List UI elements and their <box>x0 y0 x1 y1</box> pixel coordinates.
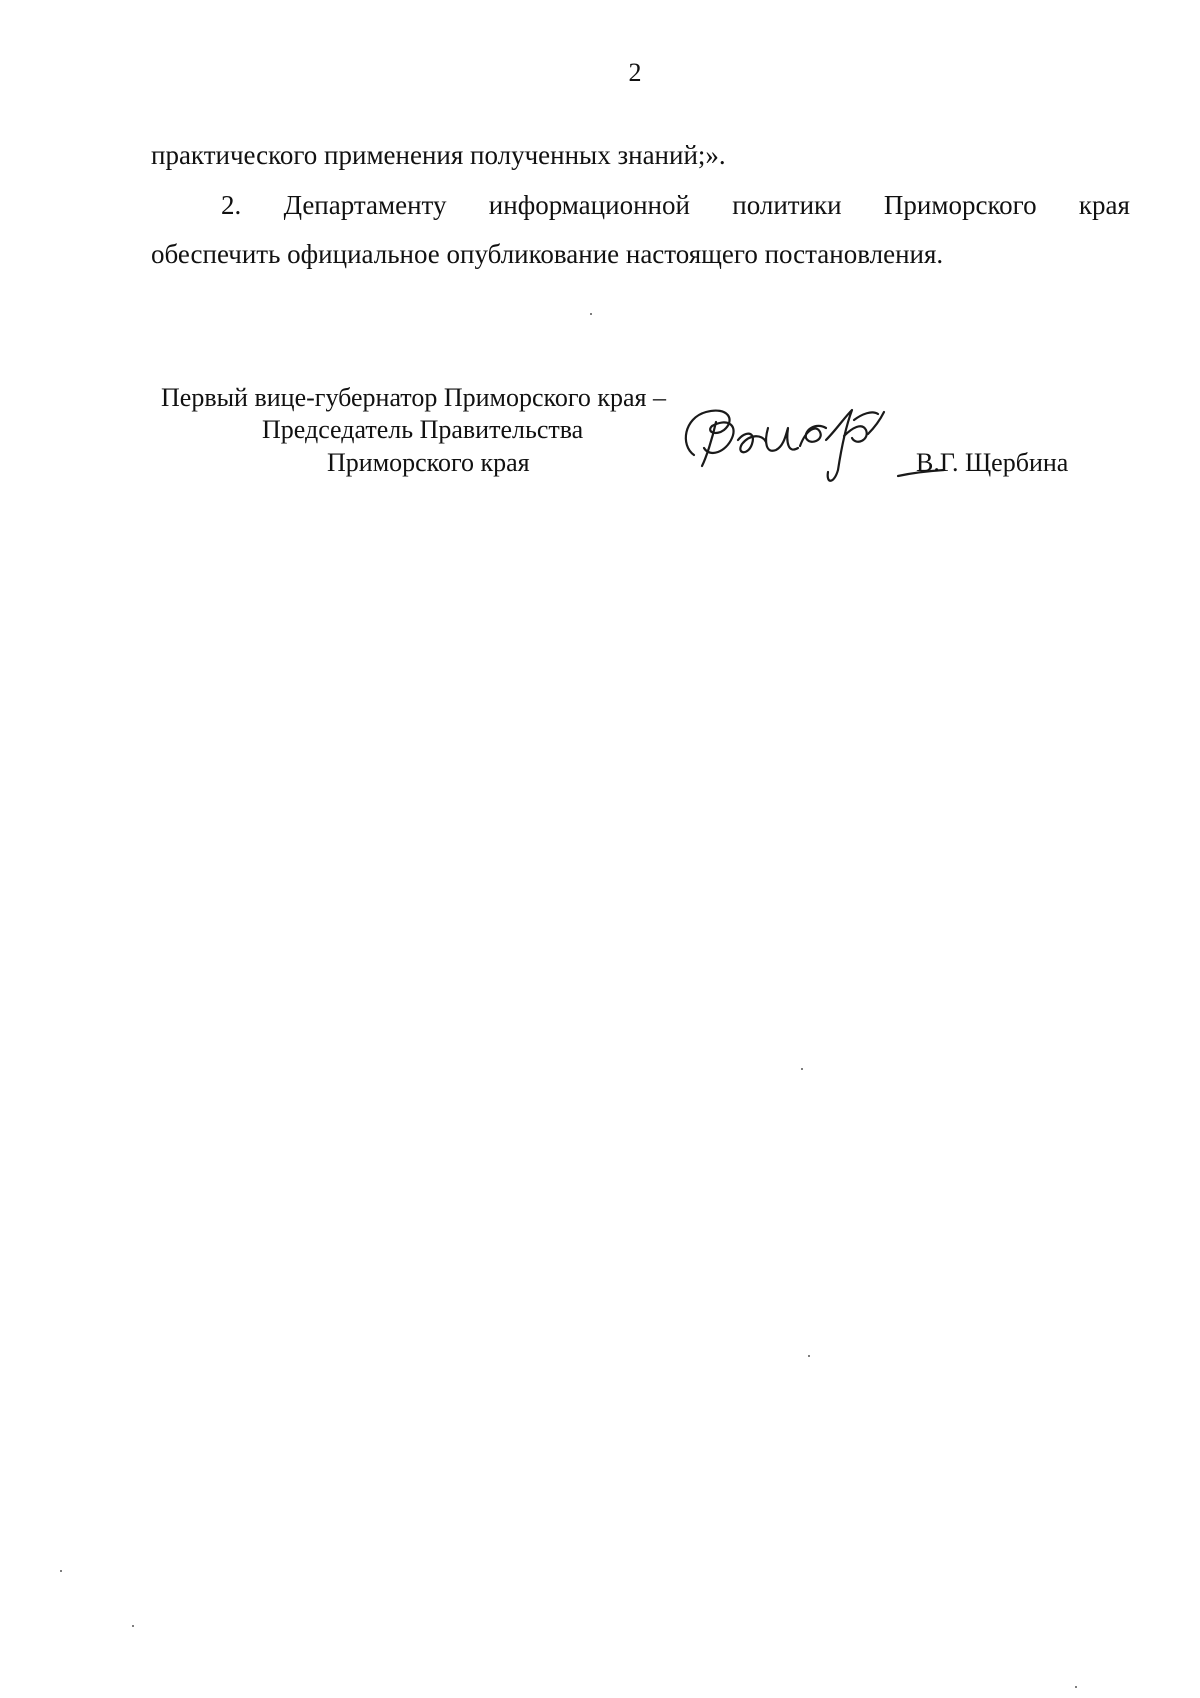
page-number: 2 <box>628 58 642 87</box>
scan-speck <box>1075 1686 1077 1688</box>
scan-speck <box>808 1355 810 1357</box>
body-line-2 <box>151 188 1130 222</box>
body-word: Департаменту <box>283 190 447 220</box>
body-line-3: обеспечить официальное опубликование настоящего постановления. <box>151 239 944 269</box>
signatory-position-line-2: Председатель Правительства <box>262 415 584 444</box>
scan-speck <box>132 1625 134 1627</box>
signatory-position-line-3: Приморского края <box>327 448 530 477</box>
handwritten-signature <box>676 400 946 490</box>
body-line-1: практического применения полученных знаний;». <box>151 140 726 170</box>
body-word: края <box>1078 190 1130 220</box>
signatory-name: В.Г. Щербина <box>916 448 1069 477</box>
body-word: политики <box>732 190 842 220</box>
body-word: Приморского <box>883 190 1037 220</box>
scan-speck <box>801 1068 803 1070</box>
signatory-position-line-1: Первый вице-губернатор Приморского края – <box>161 383 666 412</box>
scan-speck <box>590 313 592 315</box>
item-number: 2. <box>221 190 242 220</box>
body-word: информационной <box>488 190 690 220</box>
scan-speck <box>60 1570 62 1572</box>
